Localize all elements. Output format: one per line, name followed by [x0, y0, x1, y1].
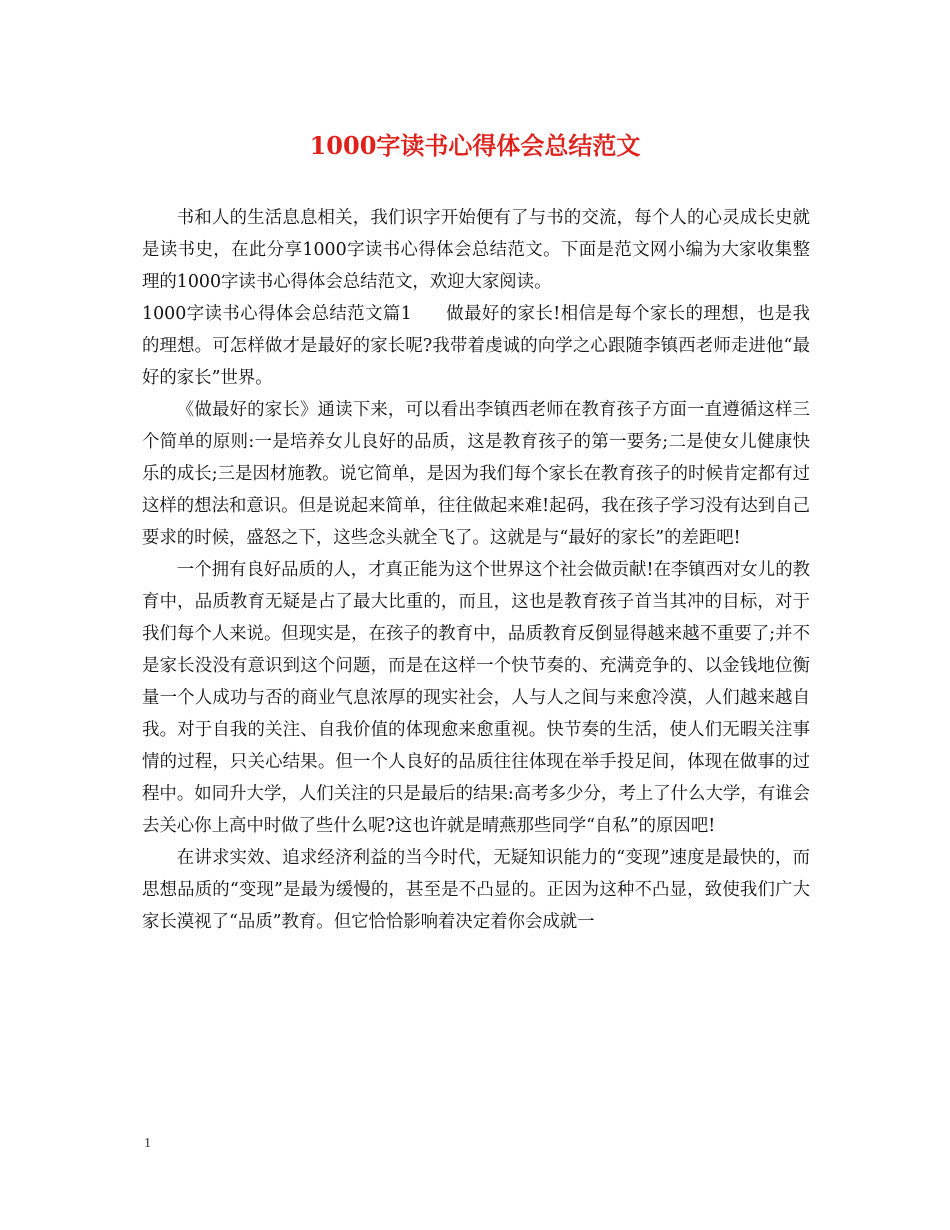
page-number: 1	[144, 1136, 151, 1151]
body-paragraph: 在讲求实效、追求经济利益的当今时代，无疑知识能力的“变现”速度是最快的，而思想品质的“变现”是最为缓慢的，甚至是不凸显的。正因为这种不凸显，致使我们广大家长漠视了“品质”教育。但它恰恰影响着决定着你会成就一	[142, 848, 810, 932]
document-body	[142, 202, 810, 938]
intro-paragraph: 书和人的生活息息相关，我们识字开始便有了与书的交流，每个人的心灵成长史就是读书史，在此分享1000字读书心得体会总结范文。下面是范文网小编为大家收集整理的1000字读书心得体会总结范文，欢迎大家阅读。	[142, 208, 810, 292]
article-heading: 1000字读书心得体会总结范文篇1	[142, 304, 412, 324]
body-paragraph: 《做最好的家长》通读下来，可以看出李镇西老师在教育孩子方面一直遵循这样三个简单的原则:一是培养女儿良好的品质，这是教育孩子的第一要务;二是使女儿健康快乐的成长;三是因材施教。说它简单，是因为我们每个家长在教育孩子的时候肯定都有过这样的想法和意识。但是说起来简单，往往做起来难!起码，我在孩子学习没有达到自己要求的时候，盛怒之下，这些念头就全飞了。这就是与“最好的家长”的差距吧!	[142, 400, 810, 548]
document-title: 1000字读书心得体会总结范文	[309, 131, 641, 160]
paragraph-with-heading	[142, 298, 810, 394]
body-paragraph: 一个拥有良好品质的人，才真正能为这个世界这个社会做贡献!在李镇西对女儿的教育中，品质教育无疑是占了最大比重的，而且，这也是教育孩子首当其冲的目标，对于我们每个人来说。但现实是，在孩子的教育中，品质教育反倒显得越来越不重要了;并不是家长没没有意识到这个问题，而是在这样一个快节奏的、充满竞争的、以金钱地位衡量一个人成功与否的商业气息浓厚的现实社会，人与人之间与来愈冷漠，人们越来越自我。对于自我的关注、自我价值的体现愈来愈重视。快节奏的生活，使人们无暇关注事情的过程，只关心结果。但一个人良好的品质往往体现在举手投足间，体现在做事的过程中。如同升大学，人们关注的只是最后的结果:高考多少分，考上了什么大学，有谁会去关心你上高中时做了些什么呢?这也许就是晴燕那些同学“自私”的原因吧!	[142, 560, 810, 836]
article-paragraph-text: 做最好的家长!相信是每个家长的理想，也是我的理想。可怎样做才是最好的家长呢?我带着虔诚的向学之心跟随李镇西老师走进他“最好的家长”世界。	[142, 304, 810, 388]
